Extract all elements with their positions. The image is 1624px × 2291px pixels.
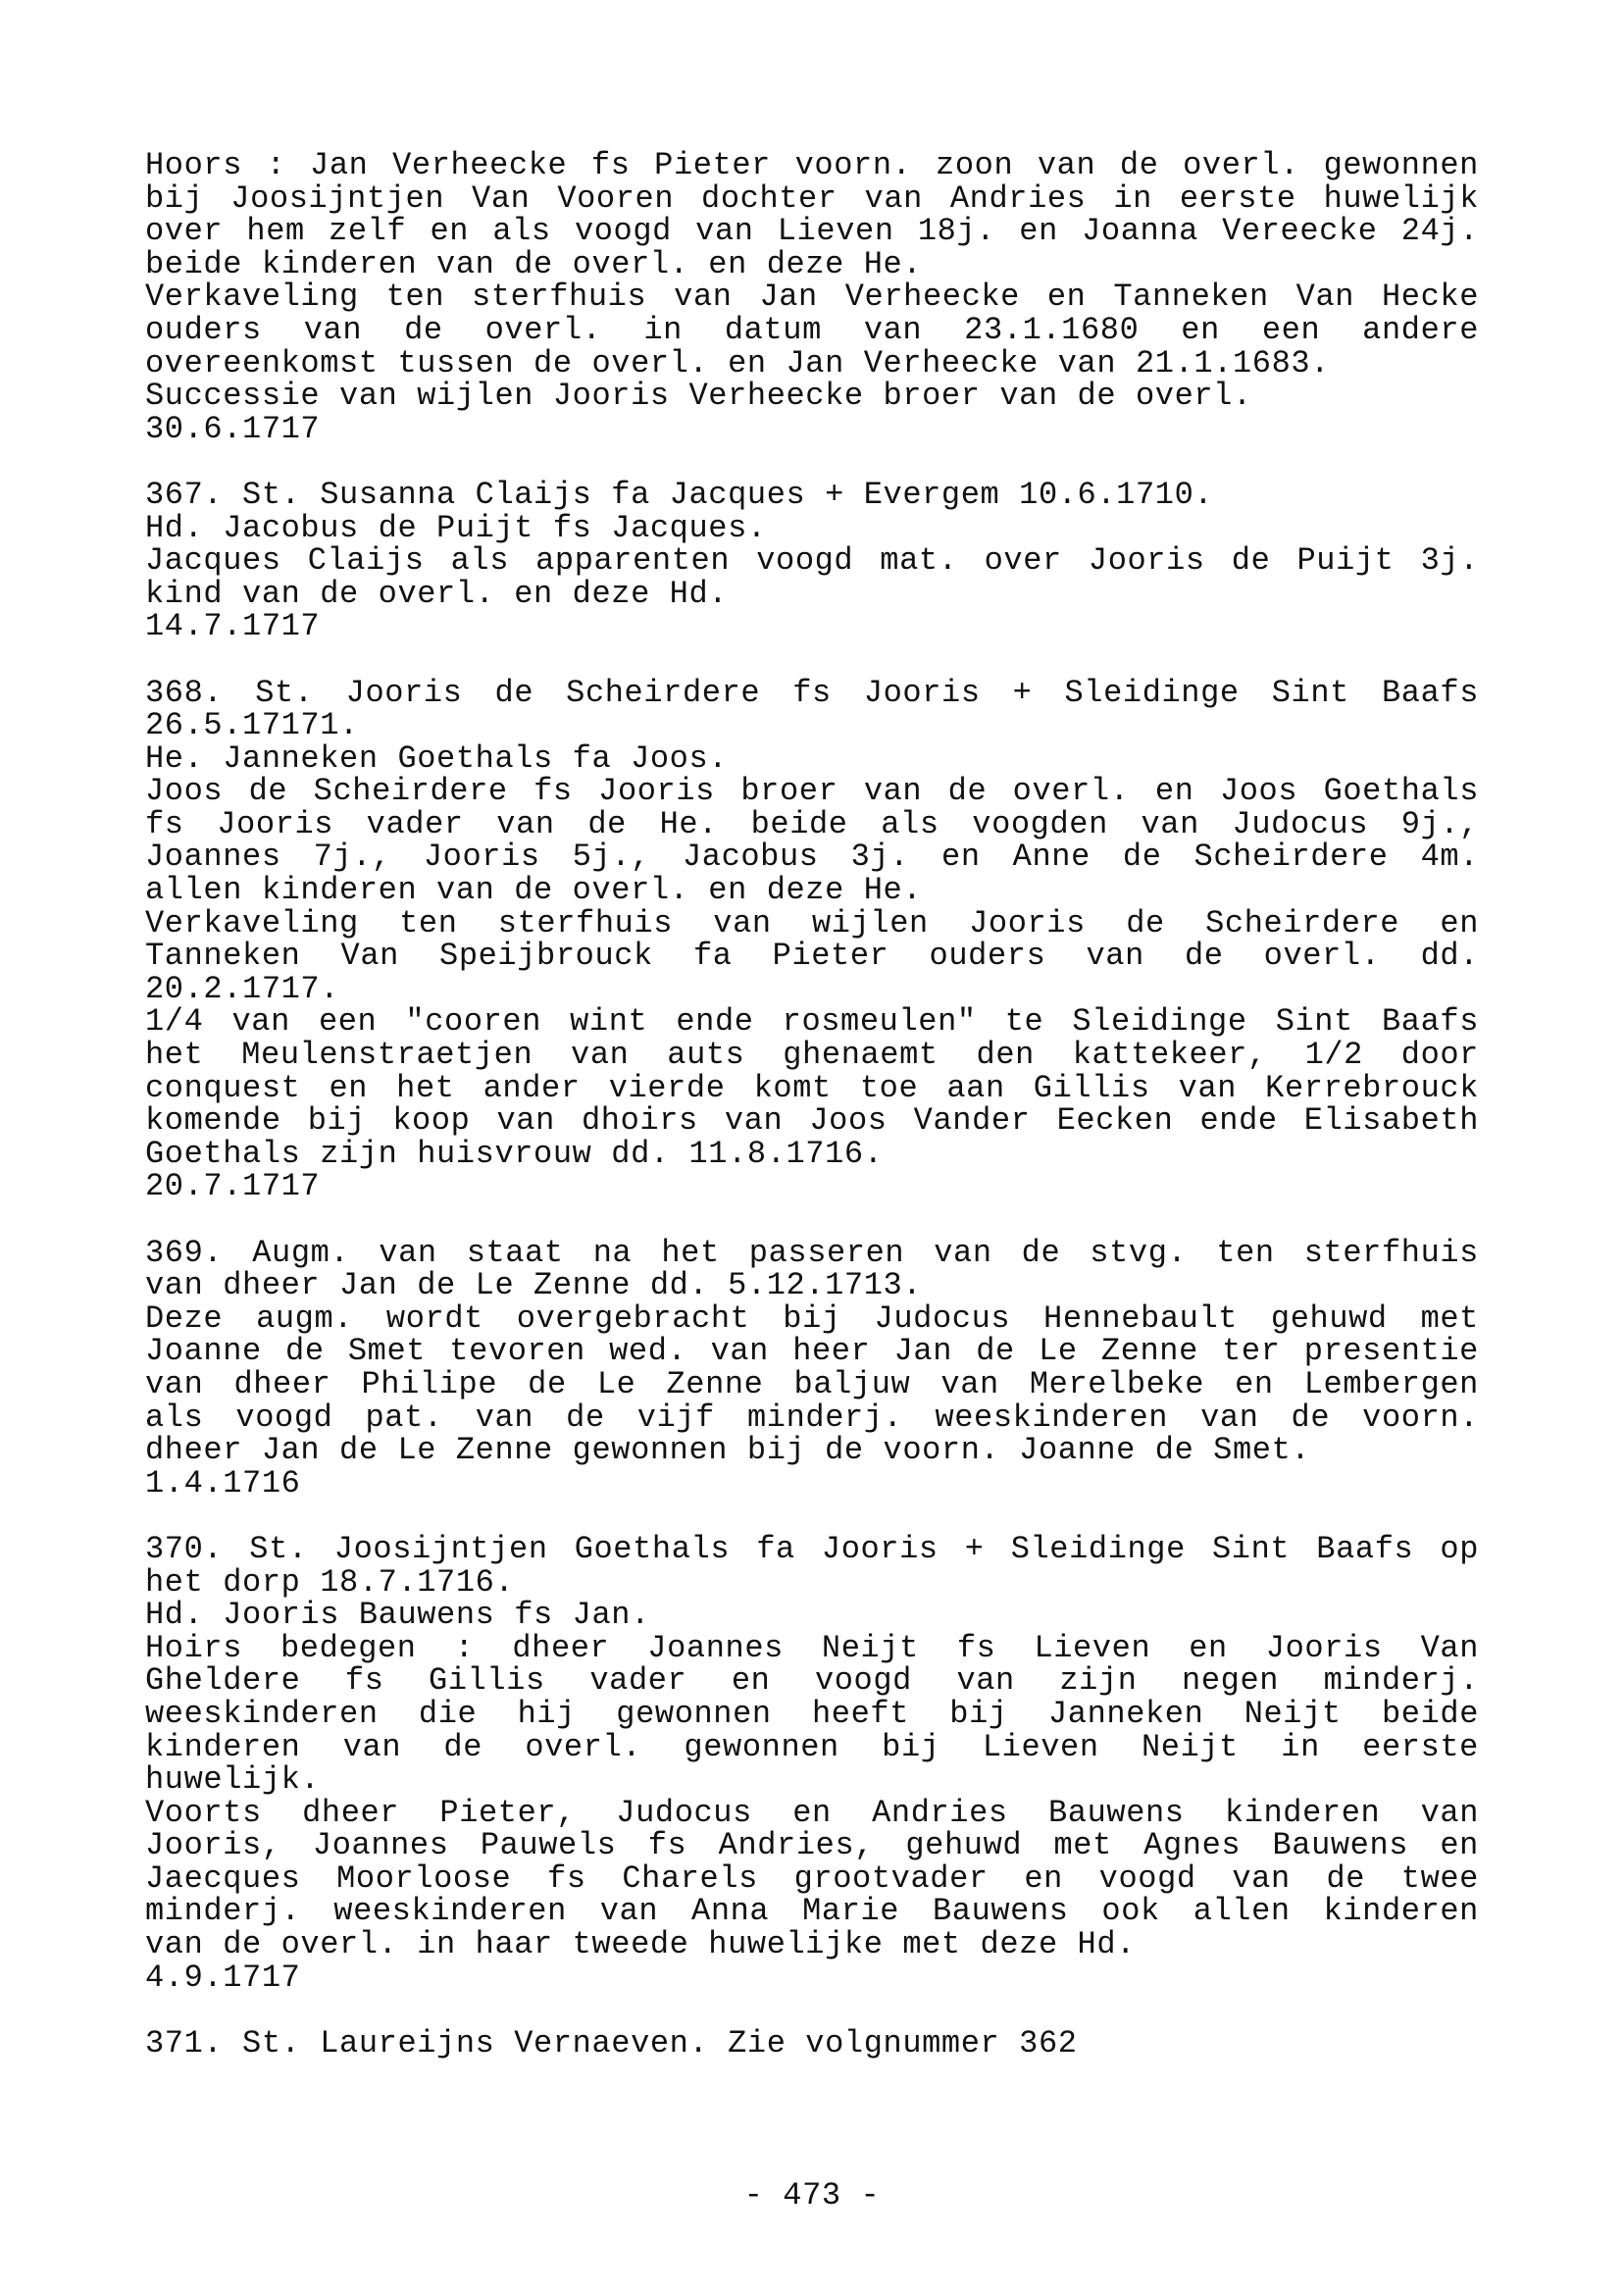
- entry-371: [145, 2024, 1479, 2062]
- entry-heading: 371. St. Laureijns Vernaeven. Zie volgnummer 362: [145, 2024, 1078, 2062]
- text-line: weeskinderen die hij gewonnen heeft bij Janneken Neijt beide: [145, 1695, 1479, 1732]
- text-line: Voorts dheer Pieter, Judocus en Andries Bauwens kinderen van: [145, 1794, 1479, 1831]
- text-line: dheer Jan de Le Zenne gewonnen bij de voorn. Joanne de Smet.: [145, 1432, 1311, 1469]
- text-line: Hoors : Jan Verheecke fs Pieter voorn. zoon van de overl. gewonnen: [145, 147, 1479, 183]
- text-line: huwelijk.: [145, 1761, 321, 1799]
- text-line: het dorp 18.7.1716.: [145, 1563, 515, 1601]
- entry-date: 30.6.1717: [145, 410, 321, 447]
- entry-370: [145, 1530, 1479, 1996]
- text-line: He. Janneken Goethals fa Joos.: [145, 739, 729, 777]
- text-line: 1/4 van een "cooren wint ende rosmeulen" te Sleidinge Sint Baafs: [145, 1003, 1479, 1041]
- text-line: Successie van wijlen Jooris Verheecke broer van de overl.: [145, 378, 1252, 415]
- paragraph-gap: [145, 643, 1479, 677]
- text-line: Hd. Jacobus de Puijt fs Jacques.: [145, 509, 767, 546]
- text-line: fs Jooris vader van de He. beide als voogden van Judocus 9j.,: [145, 805, 1479, 842]
- entry-date: 4.9.1717: [145, 1959, 301, 1996]
- text-line: Jaecques Moorloose fs Charels grootvader en voogd van de twee: [145, 1859, 1479, 1897]
- entry-369: [145, 1234, 1479, 1502]
- entry-368: [145, 674, 1479, 1205]
- entry-continuation: [145, 149, 1479, 445]
- text-line: als voogd pat. van de vijf minderj. weeskinderen van de voorn.: [145, 1399, 1479, 1436]
- entry-heading: 368. St. Jooris de Scheirdere fs Jooris + Sleidinge Sint Baafs: [145, 674, 1479, 711]
- text-line: conquest en het ander vierde komt toe aan Gillis van Kerrebrouck: [145, 1069, 1479, 1106]
- text-line: Verkaveling ten sterfhuis van wijlen Jooris de Scheirdere en: [145, 904, 1479, 942]
- text-line: Jacques Claijs als apparenten voogd mat. over Jooris de Puijt 3j.: [145, 542, 1479, 580]
- text-line: van dheer Philipe de Le Zenne baljuw van Merelbeke en Lembergen: [145, 1365, 1479, 1402]
- text-line: bij Joosijntjen Van Vooren dochter van Andries in eerste huwelijk: [145, 179, 1479, 217]
- text-line: 20.2.1717.: [145, 970, 340, 1007]
- paragraph-gap: [145, 445, 1479, 479]
- text-line: komende bij koop van dhoirs van Joos Vander Eecken ende Elisabeth: [145, 1102, 1479, 1140]
- paragraph-gap: [145, 1203, 1479, 1237]
- text-line: overeenkomst tussen de overl. en Jan Verheecke van 21.1.1683.: [145, 344, 1330, 382]
- text-line: over hem zelf en als voogd van Lieven 18j. en Joanna Vereecke 24j.: [145, 213, 1479, 250]
- entry-heading: 367. St. Susanna Claijs fa Jacques + Evergem 10.6.1710.: [145, 476, 1214, 513]
- entry-date: 14.7.1717: [145, 608, 321, 645]
- entry-367: [145, 476, 1479, 645]
- text-line: ouders van de overl. in datum van 23.1.1680 en een andere: [145, 311, 1479, 348]
- text-line: Joannes 7j., Jooris 5j., Jacobus 3j. en Anne de Scheirdere 4m.: [145, 839, 1479, 876]
- text-line: kind van de overl. en deze Hd.: [145, 575, 729, 612]
- text-line: kinderen van de overl. gewonnen bij Lieven Neijt in eerste: [145, 1728, 1479, 1765]
- text-line: Joanne de Smet tevoren wed. van heer Jan de Le Zenne ter presentie: [145, 1333, 1479, 1370]
- text-line: minderj. weeskinderen van Anna Marie Bauwens ook allen kinderen: [145, 1893, 1479, 1930]
- text-line: van dheer Jan de Le Zenne dd. 5.12.1713.: [145, 1267, 923, 1304]
- text-line: Deze augm. wordt overgebracht bij Judocus Hennebault gehuwd met: [145, 1299, 1479, 1337]
- paragraph-gap: [145, 1500, 1479, 1533]
- page-number: - 473 -: [743, 2177, 881, 2214]
- paragraph-gap: [145, 1994, 1479, 2027]
- text-line: 26.5.17171.: [145, 707, 359, 744]
- text-line: Joos de Scheirdere fs Jooris broer van de overl. en Joos Goethals: [145, 773, 1479, 810]
- entry-date: 1.4.1716: [145, 1464, 301, 1502]
- document-page: [145, 149, 1479, 2060]
- text-line: Verkaveling ten sterfhuis van Jan Verheecke en Tanneken Van Hecke: [145, 279, 1479, 316]
- text-line: Goethals zijn huisvrouw dd. 11.8.1716.: [145, 1135, 884, 1172]
- text-line: Tanneken Van Speijbrouck fa Pieter ouders van de overl. dd.: [145, 938, 1479, 975]
- text-line: beide kinderen van de overl. en deze He.: [145, 245, 923, 282]
- text-line: Gheldere fs Gillis vader en voogd van zijn negen minderj.: [145, 1662, 1479, 1700]
- text-line: van de overl. in haar tweede huwelijke met deze Hd.: [145, 1926, 1136, 1963]
- entry-heading: 369. Augm. van staat na het passeren van de stvg. ten sterfhuis: [145, 1234, 1479, 1271]
- entry-date: 20.7.1717: [145, 1168, 321, 1205]
- text-line: allen kinderen van de overl. en deze He.: [145, 872, 923, 909]
- text-line: Jooris, Joannes Pauwels fs Andries, gehuwd met Agnes Bauwens en: [145, 1827, 1479, 1864]
- text-line: Hd. Jooris Bauwens fs Jan.: [145, 1597, 650, 1634]
- entry-heading: 370. St. Joosijntjen Goethals fa Jooris + Sleidinge Sint Baafs op: [145, 1530, 1479, 1567]
- text-line: het Meulenstraetjen van auts ghenaemt den kattekeer, 1/2 door: [145, 1037, 1479, 1074]
- text-line: Hoirs bedegen : dheer Joannes Neijt fs Lieven en Jooris Van: [145, 1629, 1479, 1666]
